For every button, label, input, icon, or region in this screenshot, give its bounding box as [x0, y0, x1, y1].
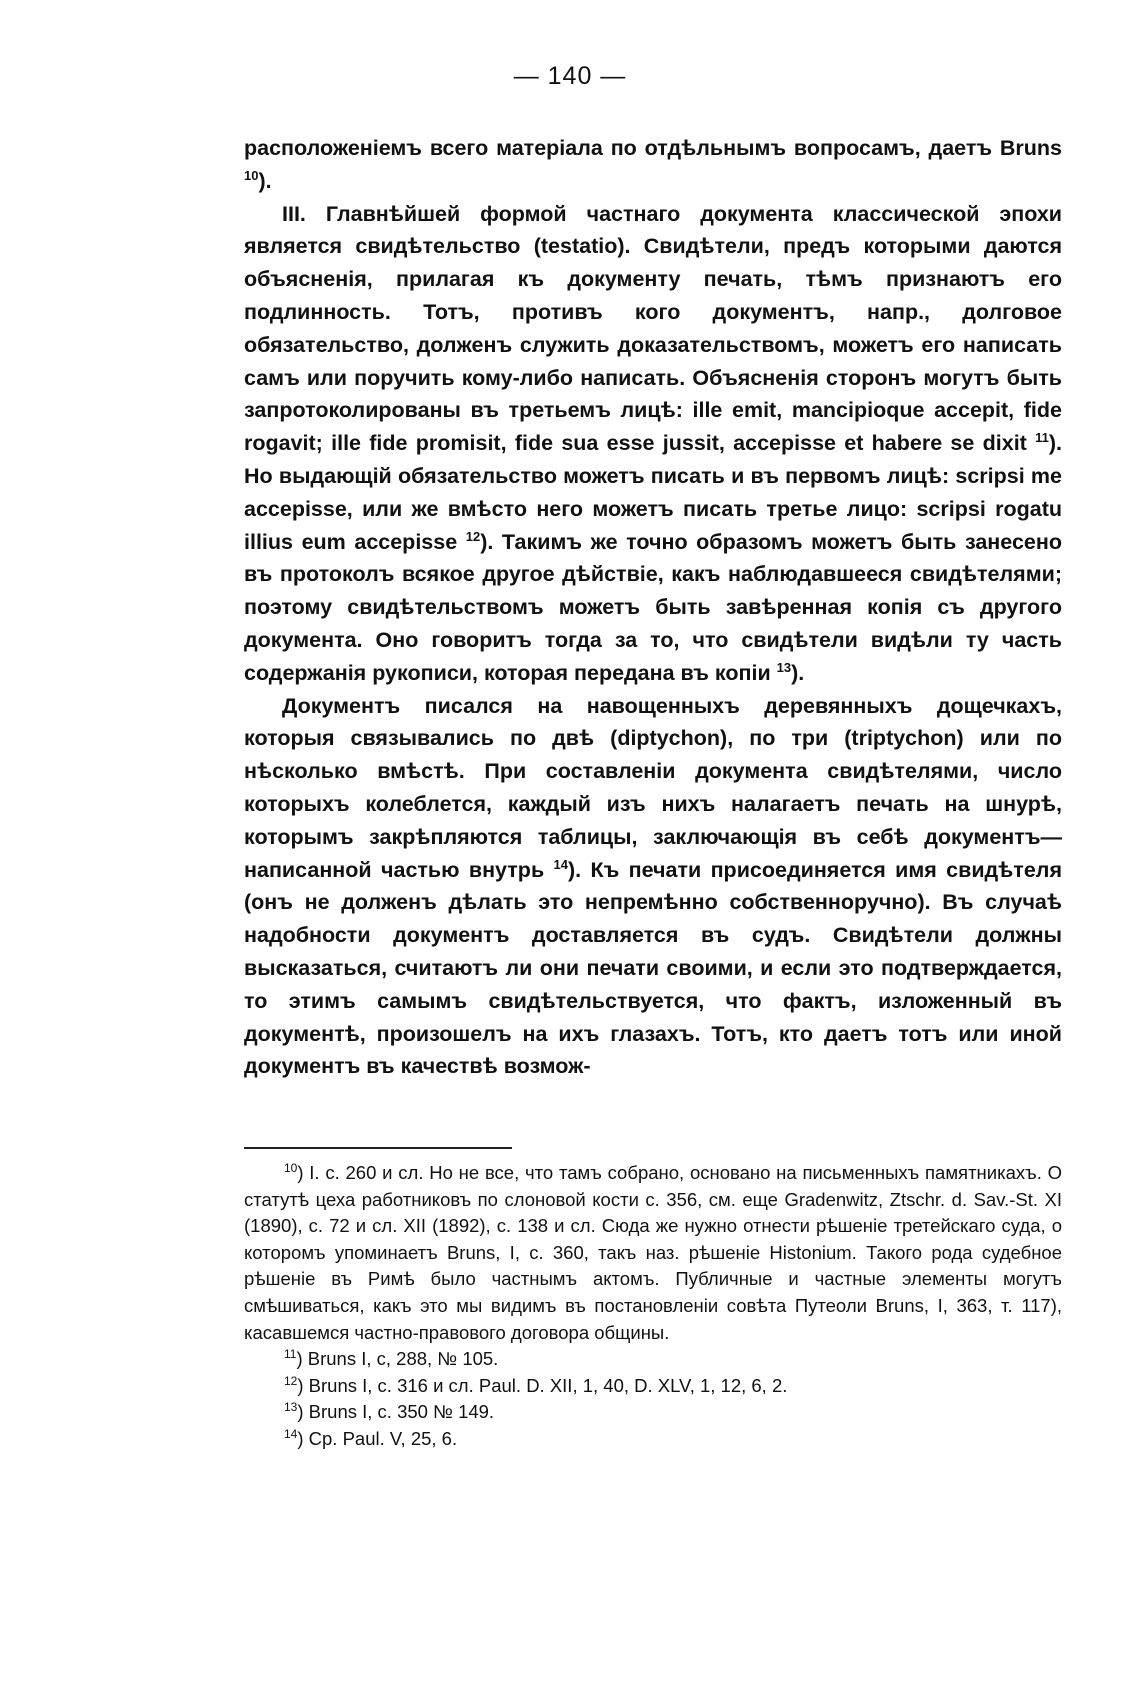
paragraph-text: расположеніемъ всего матеріала по отдѣльнымъ вопросамъ, даетъ Bruns [244, 136, 1062, 160]
footnotes [244, 1160, 1062, 1453]
footnote-ref: 12 [465, 528, 481, 544]
footnote-ref: 11 [1035, 430, 1049, 446]
footnote-ref: 13 [776, 659, 792, 675]
footnote-number: 13 [284, 1400, 298, 1415]
footnote-text: ) Bruns I, c, 288, № 105. [296, 1348, 499, 1370]
footnote-divider [244, 1147, 512, 1149]
page-number: — 140 — [513, 62, 627, 90]
footnote-number: 11 [284, 1347, 297, 1361]
paragraph-text: ). [791, 660, 805, 685]
paragraph-text: Документъ писался на навощенныхъ деревянныхъ дощечкахъ, которыя связывались по двѣ (diptychon), по три (triptychon) или по нѣсколько вмѣстѣ. При составленіи документа свидѣтелями, число которыхъ колеблется, каждый изъ нихъ налагаетъ печать на шнурѣ, которымъ закрѣпляются таблицы, заключающія въ себѣ документъ— написанной частью внутрь [244, 693, 1062, 882]
footnote-text: ) Bruns I, c. 316 и сл. Paul. D. XII, 1, 40, D. XLV, 1, 12, 6, 2. [297, 1374, 788, 1396]
paragraph-text: ). Но выдающій обязательство можетъ писать и въ первомъ лицѣ: scripsi me accepisse, или же вмѣсто него можетъ писать третье лицо: scripsi rogatu illius eum accepisse [244, 431, 1062, 554]
paragraph-text: ). Такимъ же точно образомъ можетъ быть занесено въ протоколъ всякое другое дѣйствіе, какъ наблюдавшееся свидѣтелями; поэтому свидѣтельствомъ можетъ быть завѣренная копія съ другого документа. Оно говоритъ тогда за то, что свидѣтели видѣли ту часть содержанія рукописи, которая передана въ копіи [244, 529, 1062, 685]
paragraph-text: ). Къ печати присоединяется имя свидѣтеля (онъ не долженъ дѣлать это непремѣнно собственноручно). Въ случаѣ надобности документъ доставляется въ судъ. Свидѣтели должны высказаться, считаютъ ли они печати своими, и если это подтверждается, то этимъ самымъ свидѣтельствуется, что фактъ, изложенный въ документѣ, произошелъ на ихъ глазахъ. Тотъ, кто даетъ тотъ или иной документъ въ качествѣ возмож- [244, 857, 1062, 1079]
paragraph-section-iii [244, 198, 1062, 690]
footnote-10 [244, 1160, 1062, 1346]
footnote-number: 12 [284, 1373, 298, 1388]
footnote-text: ) I. c. 260 и сл. Но не все, что тамъ собрано, основано на письменныхъ памятникахъ. О статутѣ цеха работниковъ по слоновой кости с. 356, см. еще Gradenwitz, Ztschr. d. Sav.-St. XI (1890), с. 72 и сл. XII (1892), с. 138 и сл. Сюда же нужно отнести рѣшеніе третейскаго суда, о которомъ упоминаетъ Bruns, I, с. 360, такъ наз. рѣшеніе Histonium. Такого рода судебное рѣшеніе въ Римѣ было частнымъ актомъ. Публичные и частные элементы могутъ смѣшиваться, какъ это мы видимъ въ постановленіи совѣта Путеоли Bruns, I, 363, т. 117), касавшемся частно-правового договора общины. [244, 1162, 1062, 1343]
main-text [244, 132, 1062, 1083]
paragraph-text: ). [258, 168, 272, 193]
footnote-text: ) Cp. Paul. V, 25, 6. [297, 1427, 458, 1449]
paragraph-text: III. Главнѣйшей формой частнаго документа классической эпохи является свидѣтельство (testatio). Свидѣтели, предъ которыми даются объясненія, прилагая къ документу печать, тѣмъ признаютъ его подлинность. Тотъ, противъ кого документъ, напр., долговое обязательство, долженъ служить доказательствомъ, можетъ его написать самъ или поручить кому-либо написать. Объясненія сторонъ могутъ быть запротоколированы въ третьемъ лицѣ: ille emit, mancipioque accepit, fide rogavit; ille fide promisit, fide sua esse jussit, accepisse et habere se dixit [244, 201, 1062, 456]
footnote-text: ) Bruns I, c. 350 № 149. [297, 1401, 495, 1423]
paragraph-document-tablets [244, 690, 1062, 1084]
footnote-number: 14 [284, 1426, 298, 1441]
paragraph-continuation [244, 132, 1062, 198]
footnote-ref: 10 [244, 167, 259, 183]
footnote-14 [244, 1426, 1062, 1453]
footnote-12 [244, 1373, 1062, 1400]
footnote-11 [244, 1346, 1062, 1373]
footnote-ref: 14 [553, 856, 568, 872]
footnote-13 [244, 1399, 1062, 1426]
footnote-number: 10 [284, 1160, 298, 1175]
